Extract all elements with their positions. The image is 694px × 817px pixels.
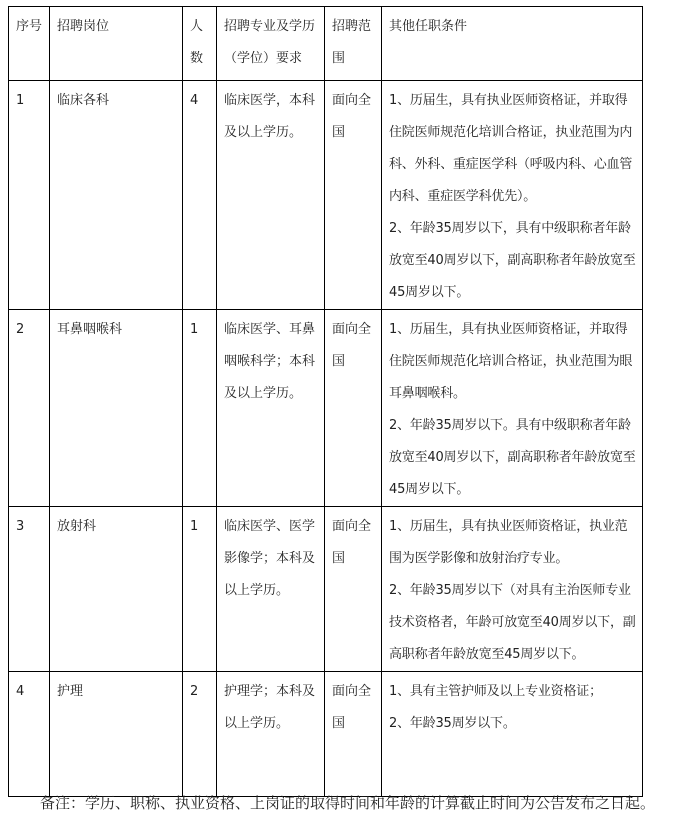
table-row bbox=[9, 672, 643, 797]
row-no: 2 bbox=[9, 310, 50, 507]
table-row bbox=[9, 507, 643, 672]
row-position: 护理 bbox=[50, 672, 183, 797]
row-no: 4 bbox=[9, 672, 50, 797]
recruitment-table bbox=[8, 6, 643, 797]
row-scope: 面向全国 bbox=[325, 672, 382, 797]
row-position: 耳鼻咽喉科 bbox=[50, 310, 183, 507]
row-scope: 面向全国 bbox=[325, 310, 382, 507]
table-row bbox=[9, 310, 643, 507]
row-count: 1 bbox=[183, 310, 217, 507]
header-no: 序号 bbox=[9, 7, 50, 81]
row-count: 1 bbox=[183, 507, 217, 672]
condition-item: 2、年龄35周岁以下。 bbox=[389, 716, 516, 731]
row-scope: 面向全国 bbox=[325, 507, 382, 672]
row-count: 2 bbox=[183, 672, 217, 797]
table-header-row bbox=[9, 7, 643, 81]
table-row bbox=[9, 81, 643, 310]
row-major: 临床医学、耳鼻咽喉科学；本科及以上学历。 bbox=[217, 310, 325, 507]
condition-item: 2、年龄35周岁以下。具有中级职称者年龄放宽至40周岁以下，副高职称者年龄放宽至45周岁以下。 bbox=[389, 418, 636, 497]
row-no: 1 bbox=[9, 81, 50, 310]
row-scope: 面向全国 bbox=[325, 81, 382, 310]
header-major: 招聘专业及学历（学位）要求 bbox=[217, 7, 325, 81]
row-conditions bbox=[382, 672, 643, 797]
row-conditions bbox=[382, 310, 643, 507]
condition-item: 1、历届生，具有执业医师资格证，并取得住院医师规范化培训合格证，执业范围为内科、外科、重症医学科（呼吸内科、心血管内科、重症医学科优先）。 bbox=[389, 93, 633, 204]
condition-item: 1、历届生，具有执业医师资格证，执业范围为医学影像和放射治疗专业。 bbox=[389, 519, 628, 566]
header-position: 招聘岗位 bbox=[50, 7, 183, 81]
header-count: 人数 bbox=[183, 7, 217, 81]
header-scope: 招聘范围 bbox=[325, 7, 382, 81]
footnote: 备注：学历、职称、执业资格、上岗证的取得时间和年龄的计算截止时间为公告发布之日起。 bbox=[40, 794, 656, 812]
condition-item: 1、具有主管护师及以上专业资格证； bbox=[389, 684, 602, 699]
row-no: 3 bbox=[9, 507, 50, 672]
row-conditions bbox=[382, 507, 643, 672]
row-major: 护理学；本科及以上学历。 bbox=[217, 672, 325, 797]
row-count: 4 bbox=[183, 81, 217, 310]
condition-item: 2、年龄35周岁以下（对具有主治医师专业技术资格者，年龄可放宽至40周岁以下，副高职称者年龄放宽至45周岁以下。 bbox=[389, 583, 636, 662]
row-conditions bbox=[382, 81, 643, 310]
header-conditions: 其他任职条件 bbox=[382, 7, 643, 81]
condition-item: 1、历届生，具有执业医师资格证，并取得住院医师规范化培训合格证，执业范围为眼耳鼻咽喉科。 bbox=[389, 322, 633, 401]
condition-item: 2、年龄35周岁以下，具有中级职称者年龄放宽至40周岁以下，副高职称者年龄放宽至45周岁以下。 bbox=[389, 221, 636, 300]
row-major: 临床医学、医学影像学；本科及以上学历。 bbox=[217, 507, 325, 672]
row-major: 临床医学，本科及以上学历。 bbox=[217, 81, 325, 310]
row-position: 放射科 bbox=[50, 507, 183, 672]
row-position: 临床各科 bbox=[50, 81, 183, 310]
